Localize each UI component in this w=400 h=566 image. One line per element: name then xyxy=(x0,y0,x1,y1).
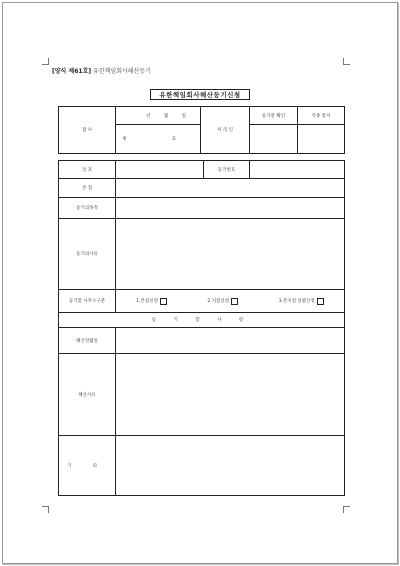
dissolution-cause-value[interactable] xyxy=(116,354,345,436)
reg-number-value[interactable] xyxy=(250,161,345,179)
reception-date[interactable]: 년 월 일 xyxy=(116,107,201,125)
option-batch-checkbox[interactable] xyxy=(317,298,324,305)
option-branch[interactable] xyxy=(207,298,238,305)
notice-cell[interactable] xyxy=(298,125,345,154)
crop-mark-bottom-left xyxy=(42,506,49,513)
reception-label: 접 수 xyxy=(59,107,116,154)
matters-header: 등 기 할 사 항 xyxy=(59,313,345,328)
head-office-value[interactable] xyxy=(116,179,345,197)
crop-mark-top-right xyxy=(343,58,350,65)
dissolution-date-label: 해산연월일 xyxy=(59,328,116,354)
form-title: 유한책임회사해산등기신청 xyxy=(150,89,250,100)
dissolution-date-value[interactable] xyxy=(116,328,345,354)
trade-name-value[interactable] xyxy=(116,161,204,179)
crop-mark-top-left xyxy=(42,58,49,65)
reg-official-cell[interactable] xyxy=(250,125,298,154)
other-label: 기 타 xyxy=(59,436,116,496)
reception-number[interactable]: 제 호 xyxy=(116,125,201,154)
form-name: 유한책임회사해산등기 xyxy=(93,68,151,75)
crop-mark-bottom-right xyxy=(343,506,350,513)
option-head-office[interactable] xyxy=(136,298,167,305)
trade-name-label: 상 호 xyxy=(59,161,116,179)
reg-cause-value[interactable] xyxy=(116,218,345,290)
application-table xyxy=(58,160,345,496)
head-office-label: 본 점 xyxy=(59,179,116,197)
option-branch-label: 2.지점신청 xyxy=(207,299,230,305)
option-head-office-label: 1.본점신청 xyxy=(136,299,158,305)
form-header xyxy=(52,66,151,75)
dissolution-cause-label: 해산사유 xyxy=(59,354,116,436)
option-batch-label: 3.본지점 일괄신청 xyxy=(278,299,315,305)
other-value[interactable] xyxy=(116,436,345,496)
reg-purpose-label: 등기의목적 xyxy=(59,197,116,218)
office-type-options xyxy=(116,290,345,313)
reg-number-label: 등기번호 xyxy=(204,161,250,179)
reg-cause-label: 등기의사유 xyxy=(59,218,116,290)
office-type-label: 등기할 사무소구분 xyxy=(59,290,116,313)
reg-purpose-value[interactable] xyxy=(116,197,345,218)
reg-official-label: 등기관 확인 xyxy=(250,107,298,125)
option-branch-checkbox[interactable] xyxy=(231,298,238,305)
option-head-office-checkbox[interactable] xyxy=(160,298,167,305)
form-number: [양식 제61호] xyxy=(52,68,92,75)
processor-label: 처 리 인 xyxy=(201,107,250,154)
option-batch[interactable] xyxy=(279,298,324,305)
reception-table xyxy=(58,106,345,154)
notice-label: 각종 통지 xyxy=(298,107,345,125)
